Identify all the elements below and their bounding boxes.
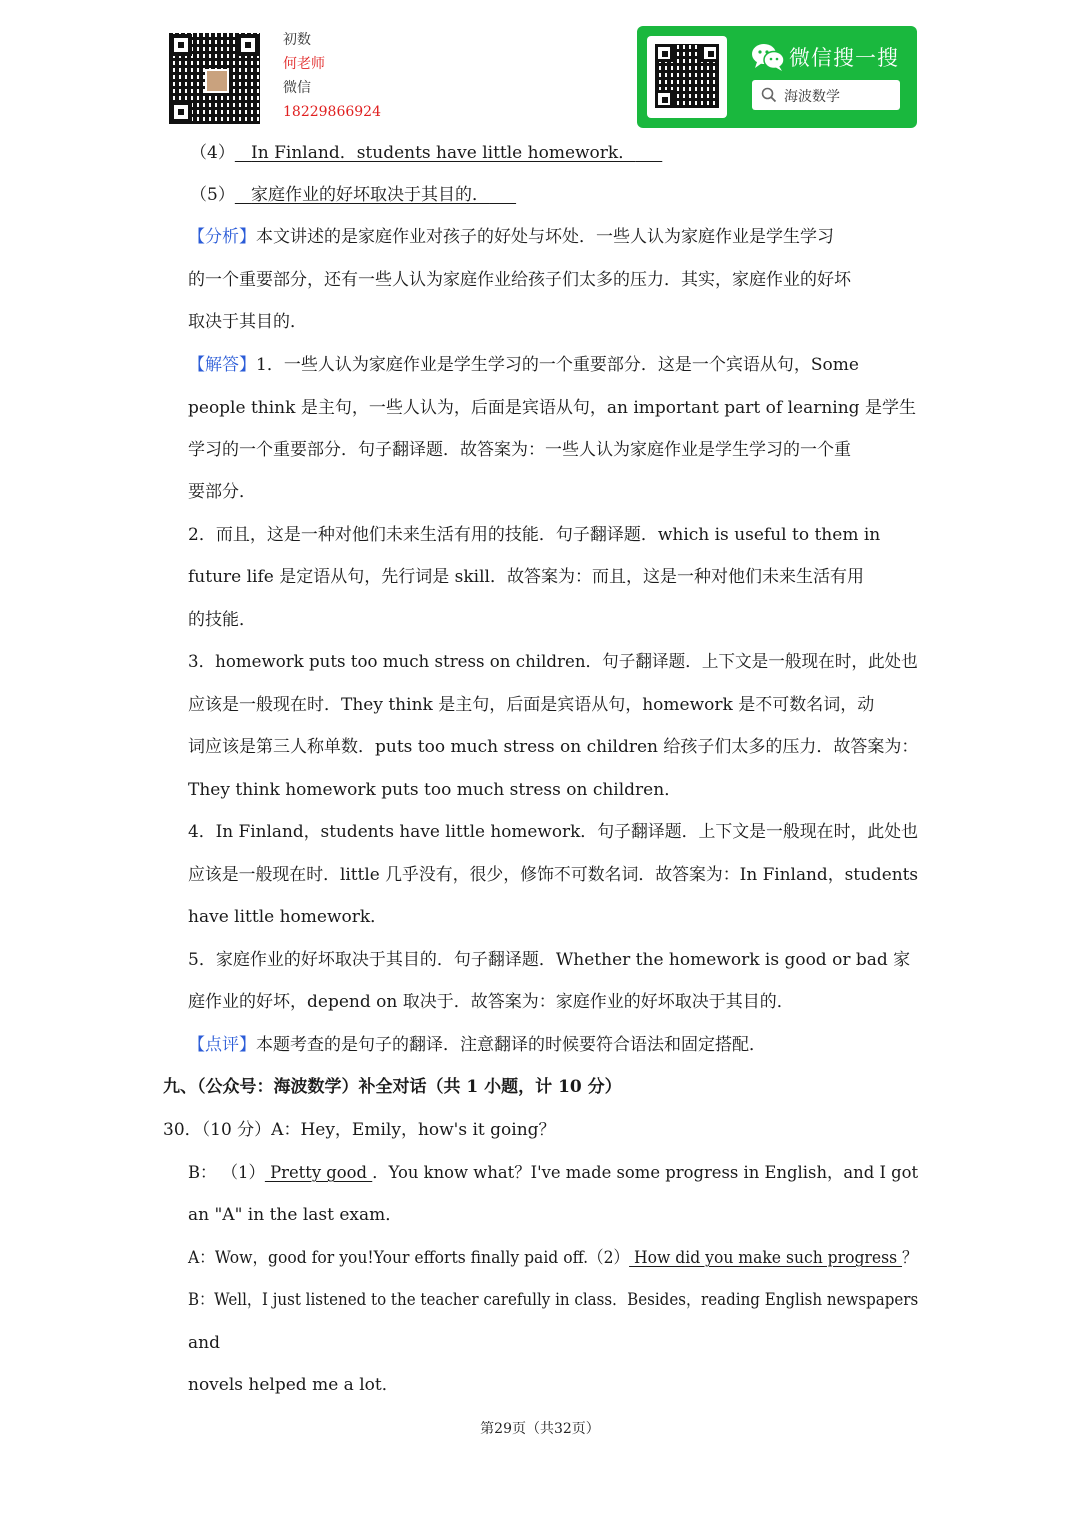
contact-line-teacher: 何老师 bbox=[283, 56, 325, 72]
question-30-title: 30．（10 分）A：Hey，Emily，how's it going？ bbox=[163, 1120, 556, 1140]
wechat-search-banner bbox=[637, 26, 917, 128]
question-number: （4） bbox=[190, 143, 235, 163]
solution-line: 庭作业的好坏，depend on 取决于．故答案为：家庭作业的好坏取决于其目的． bbox=[188, 992, 794, 1012]
contact-line-subject: 初数 bbox=[283, 32, 311, 48]
solution-line: 的技能． bbox=[188, 610, 256, 630]
answer-q5 bbox=[190, 183, 516, 207]
solution-line: 3．homework puts too much stress on children．句子翻译题．上下文是一般现在时，此处也 bbox=[188, 652, 918, 672]
solution-line: people think 是主句，一些人认为，后面是宾语从句，an important part of learning 是学生 bbox=[188, 398, 916, 418]
solution-line: 2．而且，这是一种对他们未来生活有用的技能．句子翻译题．which is useful to them in bbox=[188, 525, 881, 545]
answer-q4 bbox=[190, 141, 662, 165]
wechat-banner-title: 微信搜一搜 bbox=[789, 46, 899, 70]
answer-blank: In Finland．students have little homework． bbox=[251, 143, 636, 163]
dialogue-line: B： （1） Pretty good ．You know what？I've made some progress in English，and I got bbox=[188, 1163, 919, 1183]
page-number: 第29页（共32页） bbox=[480, 1421, 600, 1437]
solution-line: 应该是一般现在时．little 几乎没有，很少，修饰不可数名词．故答案为：In Finland，students bbox=[188, 865, 919, 885]
answer-blank: 家庭作业的好坏取决于其目的． bbox=[251, 185, 490, 205]
analysis-line-2: 的一个重要部分，还有一些人认为家庭作业给孩子们太多的压力．其实，家庭作业的好坏 bbox=[188, 270, 851, 290]
section-heading: 九、（公众号：海波数学）补全对话（共 1 小题，计 10 分） bbox=[163, 1077, 622, 1097]
wechat-search-text: 海波数学 bbox=[784, 89, 840, 105]
dialogue-line: A：Wow，good for you!Your efforts finally paid off.（2） How did you make such progress ？ bbox=[188, 1248, 918, 1268]
solution-line: 5．家庭作业的好坏取决于其目的．句子翻译题．Whether the homework is good or bad 家 bbox=[188, 950, 911, 970]
analysis-tag: 【分析】 bbox=[188, 227, 256, 247]
dialogue-line: and bbox=[188, 1333, 220, 1353]
wechat-qr-code bbox=[647, 36, 727, 118]
avatar bbox=[205, 69, 229, 93]
analysis-line-3: 取决于其目的． bbox=[188, 312, 307, 332]
answer-blank: Pretty good bbox=[264, 1163, 373, 1183]
solution-line: 应该是一般现在时．They think 是主句，后面是宾语从句，homework 是不可数名词，动 bbox=[188, 695, 875, 715]
analysis-line-1: 【分析】本文讲述的是家庭作业对孩子的好处与坏处．一些人认为家庭作业是学生学习 bbox=[188, 227, 834, 247]
solution-line: have little homework． bbox=[188, 907, 388, 927]
solution-line-1: 【解答】1．一些人认为家庭作业是学生学习的一个重要部分．这是一个宾语从句，Some bbox=[188, 355, 859, 375]
comment-tag: 【点评】 bbox=[188, 1035, 256, 1055]
wechat-search-box[interactable] bbox=[752, 80, 900, 110]
dialogue-line: an "A" in the last exam． bbox=[188, 1205, 403, 1225]
solution-line: 词应该是第三人称单数．puts too much stress on children 给孩子们太多的压力．故答案为： bbox=[188, 737, 919, 757]
contact-info bbox=[283, 28, 381, 124]
dialogue-line: novels helped me a lot． bbox=[188, 1375, 399, 1395]
contact-line-phone: 18229866924 bbox=[283, 104, 381, 120]
solution-tag: 【解答】 bbox=[188, 355, 256, 375]
solution-line: 4．In Finland，students have little homework．句子翻译题．上下文是一般现在时，此处也 bbox=[188, 822, 918, 842]
search-icon bbox=[761, 87, 777, 107]
solution-line: They think homework puts too much stress on children． bbox=[188, 780, 682, 800]
contact-line-wechat: 微信 bbox=[283, 80, 311, 96]
solution-line: future life 是定语从句，先行词是 skill．故答案为：而且，这是一种对他们未来生活有用 bbox=[188, 567, 864, 587]
dialogue-line: B：Well，I just listened to the teacher carefully in class．Besides，reading English newspapers bbox=[188, 1290, 919, 1310]
comment-line: 【点评】本题考查的是句子的翻译．注意翻译的时候要符合语法和固定搭配． bbox=[188, 1035, 766, 1055]
solution-line: 学习的一个重要部分．句子翻译题．故答案为：一些人认为家庭作业是学生学习的一个重 bbox=[188, 440, 851, 460]
solution-line: 要部分． bbox=[188, 482, 256, 502]
wechat-logo-icon bbox=[751, 42, 785, 76]
answer-blank: How did you make such progress bbox=[629, 1248, 903, 1268]
question-number: （5） bbox=[190, 185, 235, 205]
